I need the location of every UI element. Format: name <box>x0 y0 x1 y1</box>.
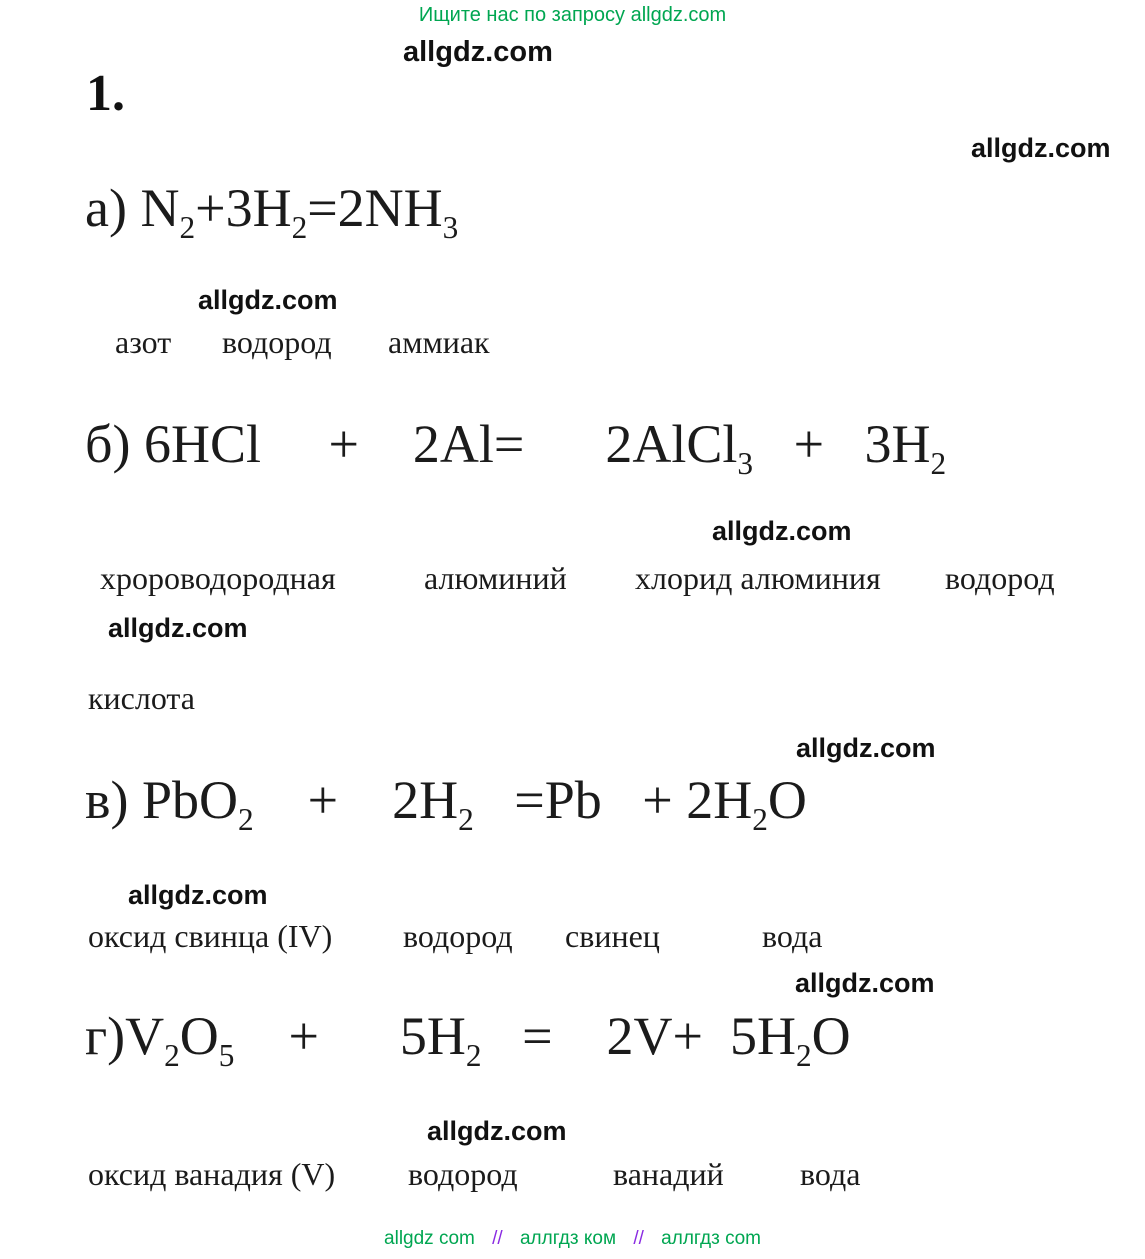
term-label: вода <box>800 1156 861 1192</box>
watermark: allgdz.com <box>427 1116 567 1146</box>
labels-equation-b-line2 <box>0 680 1145 724</box>
bottom-banner-part: аллгдз ком <box>519 1228 617 1249</box>
term-label: ванадий <box>613 1156 724 1192</box>
bottom-banner-separator: // <box>492 1228 503 1249</box>
term-label: хлорид алюминия <box>635 560 881 596</box>
equation-b: б) 6HCl + 2Al= 2AlCl$_3$ + $3H_2$ <box>85 414 947 481</box>
term-label: азот <box>115 324 172 360</box>
watermark: allgdz.com <box>403 36 553 68</box>
term-label: аммиак <box>388 324 490 360</box>
term-label: водород <box>408 1156 518 1192</box>
watermark: allgdz.com <box>795 968 935 998</box>
problem-number: 1. <box>86 65 125 122</box>
bottom-banner-part: allgdz com <box>384 1228 475 1249</box>
term-label: оксид ванадия (V) <box>88 1156 336 1192</box>
bottom-banner-part: аллгдз com <box>661 1228 761 1249</box>
term-label: алюминий <box>424 560 567 596</box>
watermark: allgdz.com <box>108 613 248 643</box>
equation-g: $г)V_2O_5$ + $5H_2$ = $2V+ 5H_2O$ <box>85 1006 851 1073</box>
watermark: allgdz.com <box>198 285 338 315</box>
term-label: водород <box>945 560 1055 596</box>
bottom-banner <box>0 1228 1145 1250</box>
term-label: свинец <box>565 918 660 954</box>
labels-equation-b <box>0 560 1145 604</box>
term-label: хророводородная <box>100 560 336 596</box>
watermark: allgdz.com <box>712 516 852 546</box>
equation-a: а) $N_2+3H_2=2NH_3$ <box>85 178 459 245</box>
term-label: оксид свинца (IV) <box>88 918 333 954</box>
watermark: allgdz.com <box>796 733 936 763</box>
term-label: вода <box>762 918 823 954</box>
watermark: allgdz.com <box>971 133 1111 163</box>
watermark: allgdz.com <box>128 880 268 910</box>
labels-equation-a <box>0 324 1145 368</box>
term-label: кислота <box>88 680 195 716</box>
bottom-banner-separator: // <box>633 1228 644 1249</box>
term-label: водород <box>222 324 332 360</box>
labels-equation-g <box>0 1156 1145 1200</box>
term-label: водород <box>403 918 513 954</box>
equation-v: в) PbO$_2$ + $2H_2 =Pb + 2H_2O$ <box>85 770 807 837</box>
top-search-banner: Ищите нас по запросу allgdz.com <box>418 4 727 26</box>
labels-equation-v <box>0 918 1145 962</box>
